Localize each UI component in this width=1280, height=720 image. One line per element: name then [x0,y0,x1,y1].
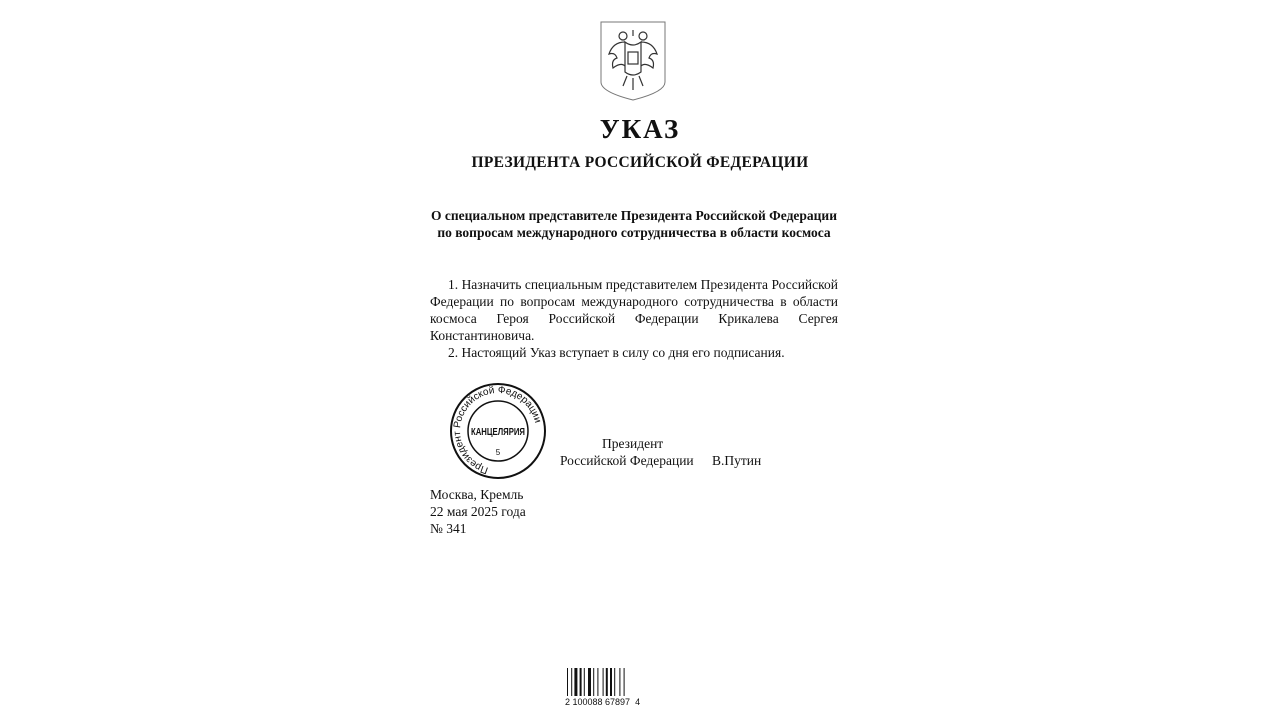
barcode-bar [624,668,625,696]
barcode-bar [597,668,598,696]
paragraph-2: 2. Настоящий Указ вступает в силу со дня его подписания. [448,345,785,360]
decree-number: № 341 [430,521,467,536]
barcode-bar [571,668,572,696]
barcode-bar [610,668,612,696]
decree-body [430,276,838,361]
barcode-bar [614,668,615,696]
barcode-number: 2 100088 67897 4 [565,697,641,707]
barcode-bar [593,668,594,696]
official-stamp [442,381,554,481]
barcode-bar [567,668,568,696]
decree-heading: О специальном представителе Президента Российской Федерации по вопросам международного сотрудничества в области космоса [431,208,837,240]
place: Москва, Кремль [430,487,524,502]
stamp-center-text: КАНЦЕЛЯРИЯ [471,427,525,438]
document-subtitle: ПРЕЗИДЕНТА РОССИЙСКОЙ ФЕДЕРАЦИИ [471,154,809,171]
barcode-bar [580,668,582,696]
barcode-bar [619,668,620,696]
place-date-block [430,486,526,537]
document-title: УКАЗ [599,114,681,144]
stamp-number: 5 [495,448,501,457]
signature-position-line1: Президент [602,436,664,451]
barcode [563,658,635,702]
barcode-bar [588,668,591,696]
barcode-bar [606,668,608,696]
barcode-bar [603,668,604,696]
paragraph-1: 1. Назначить специальным представителем Президента Российской Федерации по вопросам международного сотрудничества в области космоса Героя Российской Федерации Крикалева Сергея Константиновича. [430,277,838,343]
barcode-bar [584,668,585,696]
stamp-ring-text: Президент Российской Федерации [451,384,544,476]
signature-position-line2: Российской Федерации [560,453,694,468]
barcode-bar [574,668,577,696]
signer-name: В.Путин [712,453,762,468]
date: 22 мая 2025 года [430,504,526,519]
coat-of-arms-icon [599,20,667,102]
